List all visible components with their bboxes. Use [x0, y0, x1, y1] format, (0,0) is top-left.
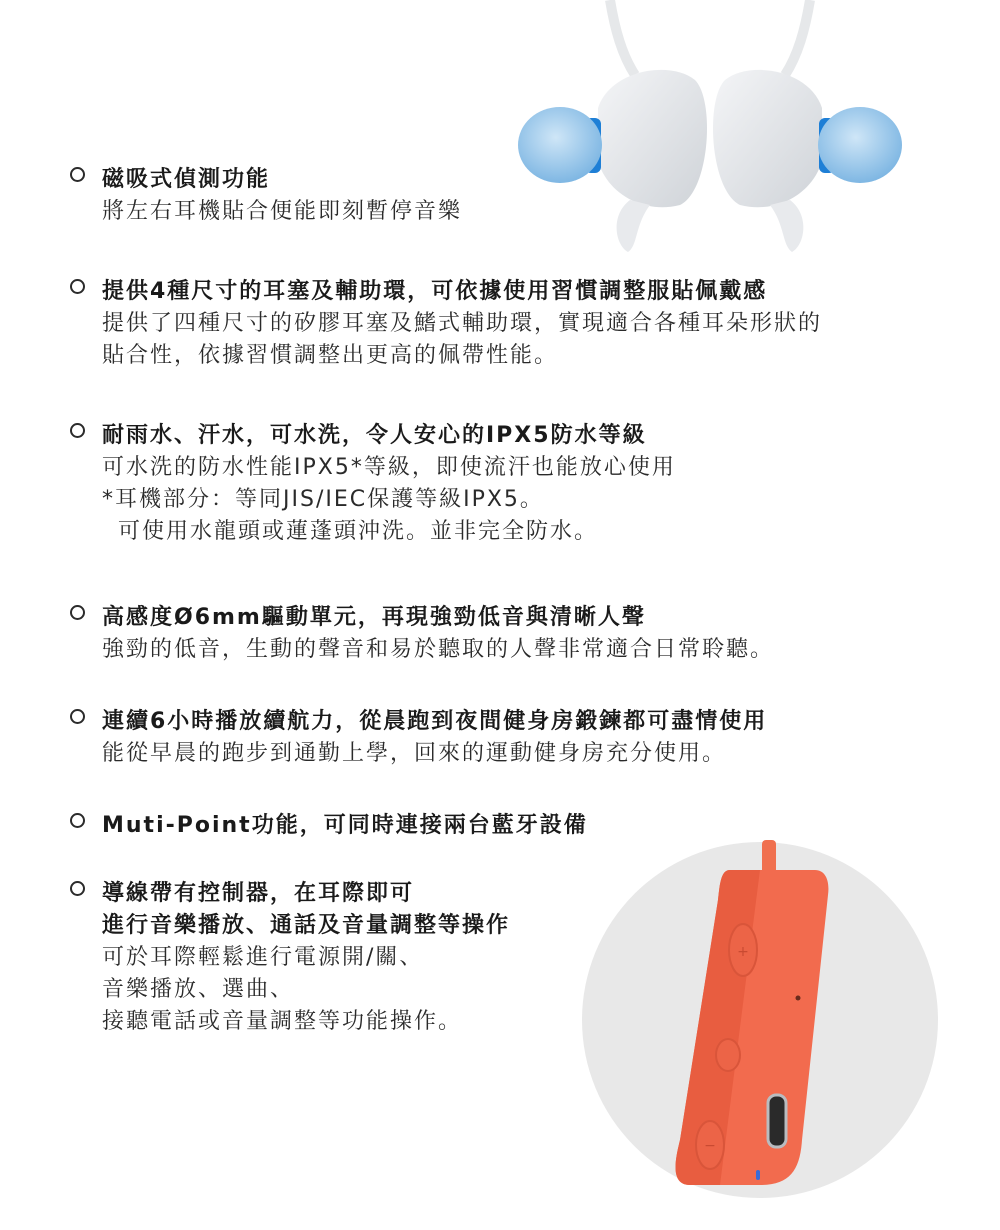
bullet-circle-icon — [70, 423, 85, 438]
feature-description: 能從早晨的跑步到通勤上學，回來的運動健身房充分使用。 — [102, 741, 727, 766]
feature-multipoint — [70, 810, 588, 842]
feature-description: 提供了四種尺寸的矽膠耳塞及鰭式輔助環，實現適合各種耳朵形狀的 — [102, 311, 823, 336]
feature-title: Muti-Point功能，可同時連接兩台藍牙設備 — [102, 813, 588, 838]
feature-title: 連續6小時播放續航力，從晨跑到夜間健身房鍛鍊都可盡情使用 — [102, 709, 768, 734]
feature-title: 提供4種尺寸的耳塞及輔助環，可依據使用習慣調整服貼佩戴感 — [102, 279, 768, 304]
feature-description: 貼合性，依據習慣調整出更高的佩帶性能。 — [102, 343, 559, 368]
earbuds-image — [510, 0, 910, 260]
feature-description: 接聽電話或音量調整等功能操作。 — [102, 1009, 463, 1034]
bullet-circle-icon — [70, 279, 85, 294]
feature-title: 導線帶有控制器，在耳際即可 — [102, 881, 415, 906]
feature-waterproof — [70, 420, 676, 548]
bullet-circle-icon — [70, 709, 85, 724]
feature-title-line2: 進行音樂播放、通話及音量調整等操作 — [102, 913, 511, 938]
bullet-circle-icon — [70, 605, 85, 620]
feature-driver-unit — [70, 602, 774, 666]
feature-description: 可於耳際輕鬆進行電源開/關、 — [102, 945, 424, 970]
feature-description: 可使用水龍頭或蓮蓬頭沖洗。並非完全防水。 — [118, 519, 599, 544]
svg-text:−: − — [704, 1138, 716, 1154]
feature-magnetic-detection — [70, 164, 462, 228]
bullet-circle-icon — [70, 881, 85, 896]
feature-title: 耐雨水、汗水，可水洗，令人安心的IPX5防水等級 — [102, 423, 647, 448]
bullet-circle-icon — [70, 167, 85, 182]
bullet-circle-icon — [70, 813, 85, 828]
feature-inline-controller — [70, 878, 510, 1038]
feature-description: 音樂播放、選曲、 — [102, 977, 295, 1002]
feature-battery-life — [70, 706, 767, 770]
feature-title: 磁吸式偵測功能 — [102, 167, 271, 192]
svg-text:+: + — [737, 944, 749, 960]
feature-description: 強勁的低音，生動的聲音和易於聽取的人聲非常適合日常聆聽。 — [102, 637, 775, 662]
feature-ear-tip-sizes — [70, 276, 822, 372]
remote-controller-image — [580, 840, 940, 1200]
feature-description: *耳機部分：等同JIS/IEC保護等級IPX5。 — [102, 487, 544, 512]
feature-title: 高感度Ø6mm驅動單元，再現強勁低音與清晰人聲 — [102, 605, 646, 630]
feature-description: 將左右耳機貼合便能即刻暫停音樂 — [102, 199, 463, 224]
feature-description: 可水洗的防水性能IPX5*等級，即使流汗也能放心使用 — [102, 455, 676, 480]
